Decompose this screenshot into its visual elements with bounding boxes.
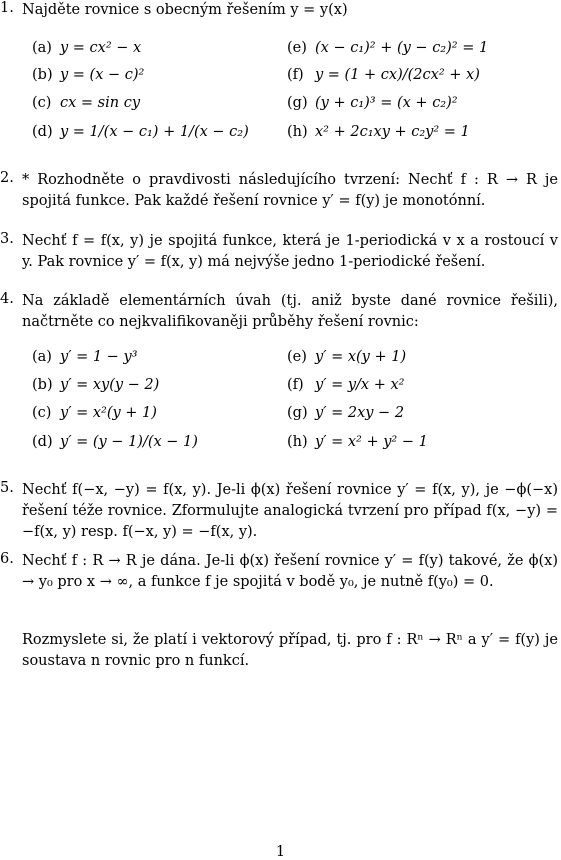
problem-4-item-c — [32, 402, 157, 424]
item-expression: y = (1 + cx)/(2cx² + x) — [315, 67, 480, 83]
item-label: (g) — [287, 95, 308, 111]
problem-1-item-c — [32, 92, 140, 114]
item-label: (f) — [287, 67, 304, 83]
item-expression: y = cx² − x — [60, 40, 142, 56]
problem-1-text: Najděte rovnice s obecným řešením y = y(x) — [22, 2, 348, 18]
item-label: (b) — [32, 67, 53, 83]
item-label: (e) — [287, 349, 307, 365]
item-expression: y′ = x² + y² − 1 — [315, 434, 428, 450]
problem-4-item-e — [287, 346, 406, 368]
item-expression: cx = sin cy — [60, 95, 141, 111]
problem-2-text: * Rozhodněte o pravdivosti následujícího tvrzení: Nechť f : R → R je spojitá funkce. Pak každé řešení rovnice y′ = f(y) je monotónní. — [22, 172, 558, 209]
problem-5-number: 5. — [0, 480, 14, 496]
item-expression: y′ = (y − 1)/(x − 1) — [60, 434, 198, 450]
item-expression: y′ = xy(y − 2) — [60, 377, 160, 393]
problem-4-item-h — [287, 431, 428, 453]
problem-4-item-a — [32, 346, 137, 368]
problem-1-item-e — [287, 37, 488, 59]
problem-1-number: 1. — [0, 0, 14, 16]
problem-5-text: Nechť f(−x, −y) = f(x, y). Je-li ϕ(x) řešení rovnice y′ = f(x, y), je −ϕ(−x) řešení téže rovnice. Zformulujte analogická tvrzení pro případ f(x, −y) = −f(x, y) resp. f(−x, y) = −f(x, y). — [22, 482, 558, 540]
problem-6-text-2: Rozmyslete si, že platí i vektorový případ, tj. pro f : Rⁿ → Rⁿ a y′ = f(y) je soustava n rovnic pro n funkcí. — [22, 632, 558, 669]
item-expression: y′ = x(y + 1) — [315, 349, 407, 365]
problem-6-text: Nechť f : R → R je dána. Je-li ϕ(x) řešení rovnice y′ = f(y) takové, že ϕ(x) → y₀ pro x → ∞, a funkce f je spojitá v bodě y₀, je nutně f(y₀) = 0. — [22, 553, 558, 590]
problem-4-item-d — [32, 431, 198, 453]
problem-1-item-h — [287, 121, 470, 143]
page-number: 1 — [275, 844, 286, 860]
item-label: (c) — [32, 95, 52, 111]
problem-4-text: Na základě elementárních úvah (tj. aniž byste dané rovnice řešili), načtrněte co nejkvalifikovaněji průběhy řešení rovnic: — [22, 293, 558, 330]
problem-6-number: 6. — [0, 551, 14, 567]
item-label: (h) — [287, 434, 308, 450]
item-expression: (y + c₁)³ = (x + c₂)² — [315, 95, 458, 111]
problem-4-item-g — [287, 402, 404, 424]
problem-4-item-b — [32, 374, 159, 396]
item-expression: y′ = 2xy − 2 — [315, 405, 405, 421]
item-label: (d) — [32, 124, 53, 140]
problem-1-item-f — [287, 64, 480, 86]
problem-3-text: Nechť f = f(x, y) je spojitá funkce, která je 1-periodická v x a rostoucí v y. Pak rovnice y′ = f(x, y) má nejvýše jedno 1-periodické řešení. — [22, 233, 558, 270]
item-expression: (x − c₁)² + (y − c₂)² = 1 — [315, 40, 489, 56]
problem-1-item-g — [287, 92, 458, 114]
item-expression: y = 1/(x − c₁) + 1/(x − c₂) — [60, 124, 249, 140]
problem-1-item-d — [32, 121, 249, 143]
item-label: (a) — [32, 40, 52, 56]
problem-2-number: 2. — [0, 170, 14, 186]
problem-4-item-f — [287, 374, 404, 396]
item-label: (c) — [32, 405, 52, 421]
item-expression: x² + 2c₁xy + c₂y² = 1 — [315, 124, 470, 140]
item-label: (g) — [287, 405, 308, 421]
problem-3-number: 3. — [0, 231, 14, 247]
item-expression: y′ = 1 − y³ — [60, 349, 138, 365]
item-label: (a) — [32, 349, 52, 365]
item-expression: y′ = y/x + x² — [315, 377, 405, 393]
item-label: (h) — [287, 124, 308, 140]
item-label: (d) — [32, 434, 53, 450]
item-label: (b) — [32, 377, 53, 393]
item-expression: y = (x − c)² — [60, 67, 145, 83]
problem-1-item-b — [32, 64, 144, 86]
item-label: (e) — [287, 40, 307, 56]
problem-1-item-a — [32, 37, 141, 59]
item-label: (f) — [287, 377, 304, 393]
problem-4-number: 4. — [0, 291, 14, 307]
item-expression: y′ = x²(y + 1) — [60, 405, 157, 421]
